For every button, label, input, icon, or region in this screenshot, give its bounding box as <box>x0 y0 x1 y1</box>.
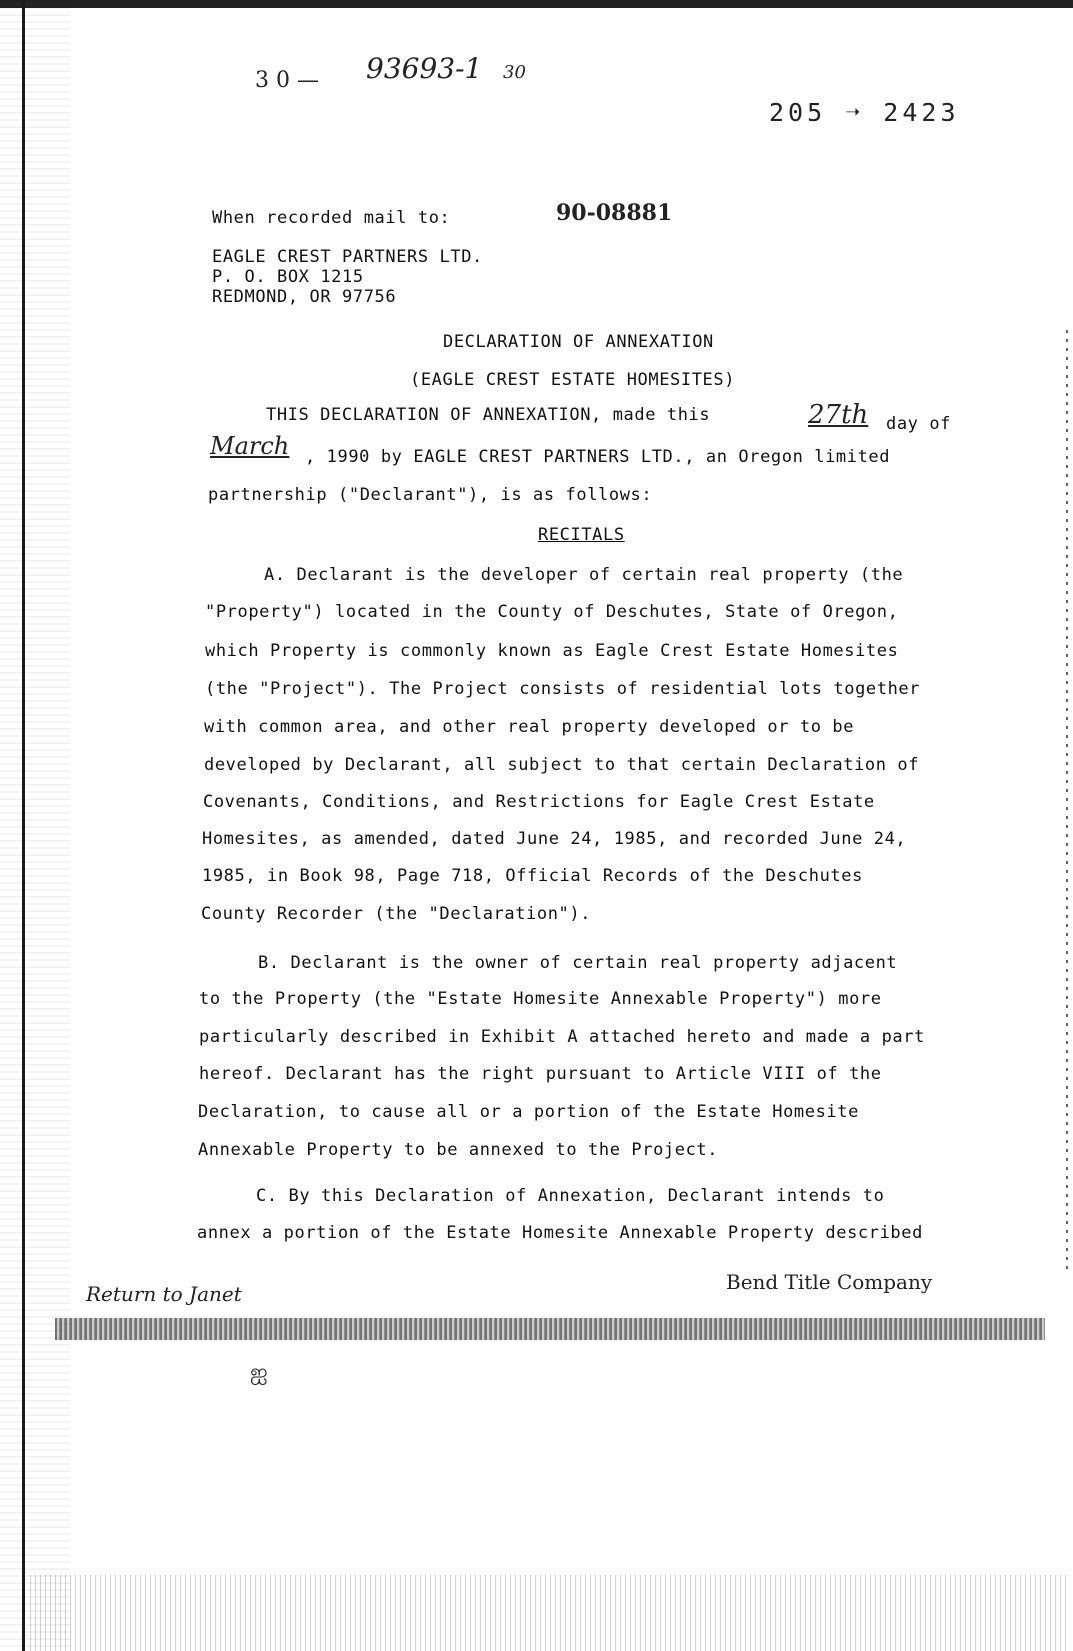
scan-right-edge <box>1066 330 1068 1270</box>
mail-to-address: P. O. BOX 1215 <box>212 267 364 287</box>
handwritten-month: March <box>210 432 290 460</box>
scan-left-noise <box>0 0 70 1651</box>
para-c-line: annex a portion of the Estate Homesite Annexable Property described <box>197 1223 923 1243</box>
document-title: DECLARATION OF ANNEXATION <box>443 332 714 352</box>
scan-bottom-band <box>55 1318 1045 1340</box>
para-a-line: (the "Project"). The Project consists of residential lots together <box>205 679 921 699</box>
handwritten-file-number: 93693-1 <box>366 52 483 85</box>
intro-line-1b: day of <box>886 414 952 434</box>
scan-left-border <box>22 0 25 1651</box>
para-a-line: County Recorder (the "Declaration"). <box>201 904 592 924</box>
handwritten-prefix: 3 0 — <box>255 68 319 93</box>
para-a-line: which Property is commonly known as Eagle Crest Estate Homesites <box>205 641 899 661</box>
handwritten-day: 27th <box>808 400 869 430</box>
para-b-line: particularly described in Exhibit A attached hereto and made a part <box>199 1027 925 1047</box>
scan-bottom-dust <box>30 1575 1070 1651</box>
para-a-line: Homesites, as amended, dated June 24, 1985, and recorded June 24, <box>202 829 907 849</box>
recording-number: 90-08881 <box>556 200 673 226</box>
intro-line-3: partnership ("Declarant"), is as follows: <box>208 485 653 505</box>
para-c-line: C. By this Declaration of Annexation, Declarant intends to <box>256 1186 885 1206</box>
para-b-line: B. Declarant is the owner of certain real property adjacent <box>258 953 898 973</box>
para-b-line: hereof. Declarant has the right pursuant to Article VIII of the <box>199 1064 882 1084</box>
book-page-stamp: 205 ➝ 2423 <box>769 98 960 127</box>
para-a-line: "Property") located in the County of Deschutes, State of Oregon, <box>205 602 899 622</box>
para-a-line: 1985, in Book 98, Page 718, Official Records of the Deschutes <box>202 866 863 886</box>
handwritten-return-note: Return to Janet <box>86 1282 242 1306</box>
scan-top-border <box>0 0 1073 8</box>
para-b-line: Annexable Property to be annexed to the Project. <box>198 1140 719 1160</box>
mail-to-name: EAGLE CREST PARTNERS LTD. <box>212 247 483 267</box>
handwritten-suffix: 30 <box>503 62 526 83</box>
para-b-line: to the Property (the "Estate Homesite Annexable Property") more <box>199 989 882 1009</box>
intro-line-2: , 1990 by EAGLE CREST PARTNERS LTD., an Oregon limited <box>305 447 891 467</box>
para-b-line: Declaration, to cause all or a portion of the Estate Homesite <box>198 1102 859 1122</box>
mail-to-label: When recorded mail to: <box>212 208 451 228</box>
bottom-mark: ஐ <box>250 1360 268 1385</box>
document-subtitle: (EAGLE CREST ESTATE HOMESITES) <box>410 370 736 390</box>
mail-to-city: REDMOND, OR 97756 <box>212 287 397 307</box>
para-a-line: developed by Declarant, all subject to that certain Declaration of <box>204 755 920 775</box>
para-a-line: with common area, and other real property developed or to be <box>204 717 855 737</box>
para-a-line: A. Declarant is the developer of certain real property (the <box>264 565 904 585</box>
title-company-stamp: Bend Title Company <box>726 1270 933 1294</box>
intro-line-1a: THIS DECLARATION OF ANNEXATION, made this <box>266 405 711 425</box>
para-a-line: Covenants, Conditions, and Restrictions for Eagle Crest Estate <box>203 792 875 812</box>
recitals-heading: RECITALS <box>538 525 625 545</box>
